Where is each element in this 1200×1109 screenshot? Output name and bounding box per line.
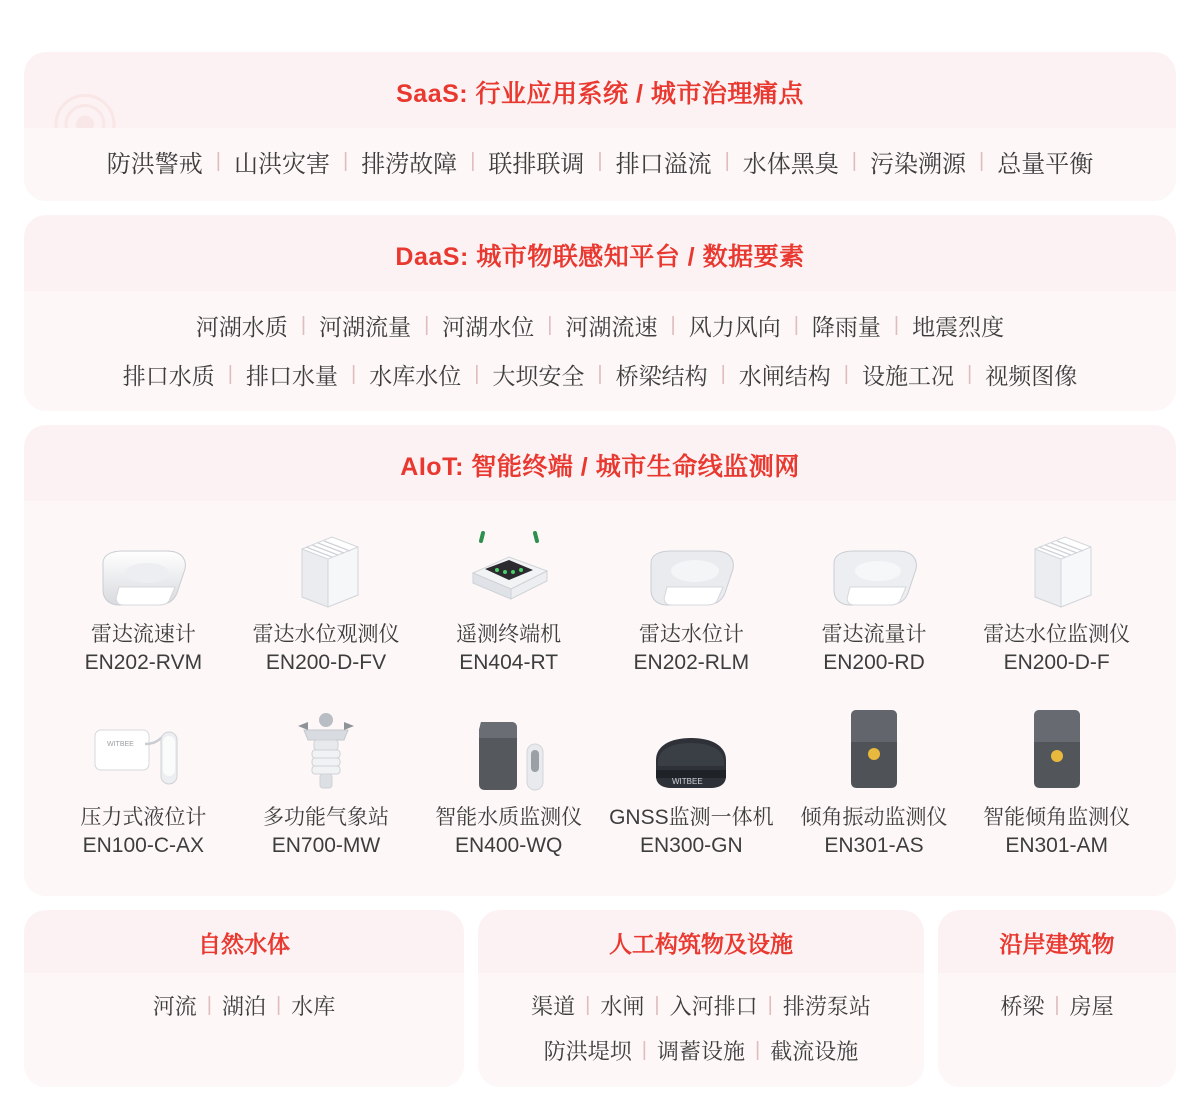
device-model: EN700-MW <box>271 834 381 858</box>
saas-item: 排口溢流 <box>615 151 712 178</box>
daas-item: 河湖流量 <box>319 314 412 340</box>
device-name: 智能水质监测仪 <box>435 805 583 829</box>
daas-panel <box>24 215 1176 411</box>
device-model: EN202-RVM <box>84 651 203 675</box>
separator: | <box>547 314 553 336</box>
separator: | <box>767 994 773 1017</box>
natural-water-card <box>24 910 464 1087</box>
separator: | <box>470 150 476 172</box>
device-card[interactable] <box>235 511 418 688</box>
separator: | <box>300 314 307 336</box>
separator: | <box>215 150 221 172</box>
separator: | <box>641 1039 647 1062</box>
daas-item: 地震烈度 <box>912 314 1005 340</box>
device-model: EN300-GN <box>639 834 743 858</box>
device-card[interactable] <box>965 694 1148 871</box>
artificial-structures-card <box>478 910 924 1087</box>
separator: | <box>350 363 357 385</box>
daas-row-2 <box>24 350 1176 411</box>
separator: | <box>424 314 430 336</box>
device-card[interactable] <box>52 511 235 688</box>
separator: | <box>851 150 857 172</box>
daas-title-prefix: DaaS: <box>395 243 469 271</box>
device-model: EN200-D-FV <box>265 651 387 675</box>
shoreline-buildings-card <box>938 910 1176 1087</box>
device-card[interactable] <box>965 511 1148 688</box>
saas-item: 污染溯源 <box>870 151 966 178</box>
pressure-level-gauge-icon <box>85 700 201 796</box>
device-name: 遥测终端机 <box>456 623 562 646</box>
shoreline-buildings-body <box>938 973 1176 1087</box>
separator: | <box>597 150 603 172</box>
device-name: GNSS监测一体机 <box>609 805 774 829</box>
water-quality-monitor-icon <box>453 700 565 796</box>
tilt-vibration-sensor-icon <box>829 700 919 796</box>
item: 调蓄设施 <box>656 1039 745 1065</box>
gnss-monitor-unit-icon <box>636 700 746 796</box>
device-card[interactable] <box>783 511 966 688</box>
daas-item: 视频图像 <box>985 363 1078 389</box>
natural-water-body <box>24 973 464 1087</box>
device-model: EN404-RT <box>459 651 559 675</box>
separator: | <box>724 150 730 172</box>
daas-item: 河湖水质 <box>195 314 288 340</box>
daas-row-1 <box>24 291 1176 350</box>
device-card[interactable] <box>235 694 418 871</box>
device-model: EN200-D-F <box>1003 651 1110 675</box>
daas-item: 桥梁结构 <box>615 363 708 389</box>
separator: | <box>1054 994 1060 1017</box>
daas-title-main: 城市物联感知平台 / 数据要素 <box>476 243 805 271</box>
item: 桥梁 <box>1000 994 1045 1020</box>
daas-item: 水库水位 <box>369 363 462 389</box>
separator: | <box>720 363 726 385</box>
device-name: 雷达水位计 <box>638 623 744 646</box>
aiot-panel <box>24 425 1176 896</box>
device-name: 压力式液位计 <box>80 805 207 829</box>
device-model: EN100-C-AX <box>82 834 205 858</box>
separator: | <box>597 363 603 385</box>
radar-level-sensor-icon <box>637 517 745 613</box>
daas-item: 降雨量 <box>811 314 881 340</box>
item: 排涝泵站 <box>782 994 871 1020</box>
separator: | <box>227 363 233 385</box>
separator: | <box>206 994 212 1017</box>
aiot-body <box>24 501 1176 896</box>
separator: | <box>670 314 676 336</box>
device-name: 多功能气象站 <box>262 805 389 829</box>
saas-item: 排涝故障 <box>361 151 458 178</box>
saas-title-main: 行业应用系统 / 城市治理痛点 <box>475 80 804 108</box>
svg-text:WITBEE: WITBEE <box>672 776 703 786</box>
radar-flow-sensor-icon <box>820 517 928 613</box>
separator: | <box>893 314 900 336</box>
saas-panel <box>24 52 1176 201</box>
natural-water-items <box>24 983 464 1028</box>
device-model: EN301-AS <box>824 834 924 858</box>
saas-body <box>24 128 1176 201</box>
saas-items <box>24 128 1176 201</box>
device-name: 倾角振动监测仪 <box>800 805 948 829</box>
device-card[interactable] <box>417 694 600 871</box>
device-model: EN400-WQ <box>454 834 563 858</box>
daas-item: 河湖流速 <box>565 314 658 340</box>
item: 房屋 <box>1069 994 1114 1020</box>
device-card[interactable] <box>600 694 783 871</box>
aiot-title <box>24 425 1176 501</box>
item: 水库 <box>291 994 336 1020</box>
separator: | <box>967 363 973 385</box>
device-grid <box>52 511 1148 870</box>
object-cards-row <box>24 910 1176 1087</box>
device-card[interactable] <box>52 694 235 871</box>
saas-title <box>24 52 1176 128</box>
telemetry-terminal-router-icon <box>451 517 567 613</box>
device-name: 雷达流速计 <box>90 623 196 646</box>
device-card[interactable] <box>600 511 783 688</box>
separator: | <box>342 150 349 172</box>
aiot-title-prefix: AIoT: <box>400 453 464 481</box>
artificial-structures-row-2 <box>478 1028 924 1073</box>
device-name: 雷达水位观测仪 <box>252 623 400 646</box>
separator: | <box>474 363 480 385</box>
item: 入河排口 <box>669 994 758 1020</box>
saas-item: 防洪警戒 <box>106 151 203 178</box>
daas-body <box>24 291 1176 411</box>
device-model: EN200-RD <box>823 651 925 675</box>
natural-water-title: 自然水体 <box>198 931 290 958</box>
daas-item: 排口水量 <box>245 363 338 389</box>
daas-item: 河湖水位 <box>442 314 535 340</box>
separator: | <box>585 994 591 1017</box>
device-name: 智能倾角监测仪 <box>983 805 1131 829</box>
shoreline-buildings-items <box>938 983 1176 1028</box>
daas-item: 排口水质 <box>122 363 215 389</box>
device-model: EN202-RLM <box>633 651 750 675</box>
artificial-structures-row-1 <box>478 983 924 1028</box>
device-name: 雷达流量计 <box>821 623 927 646</box>
device-name: 雷达水位监测仪 <box>983 623 1131 646</box>
smart-tilt-sensor-icon <box>1012 700 1102 796</box>
separator: | <box>979 150 985 172</box>
level-monitor-box-icon <box>1003 517 1111 613</box>
saas-item: 联排联调 <box>488 151 585 178</box>
saas-title-prefix: SaaS: <box>396 80 469 108</box>
item: 防洪堤坝 <box>543 1039 632 1065</box>
separator: | <box>843 363 849 385</box>
artificial-structures-title: 人工构筑物及设施 <box>609 931 793 958</box>
item: 水闸 <box>600 994 645 1020</box>
daas-item: 大坝安全 <box>492 363 585 389</box>
separator: | <box>755 1039 761 1062</box>
shoreline-buildings-title: 沿岸建筑物 <box>999 931 1115 958</box>
daas-item: 风力风向 <box>688 314 781 340</box>
weather-station-icon <box>274 700 378 796</box>
item: 渠道 <box>531 994 576 1020</box>
item: 湖泊 <box>221 994 266 1020</box>
item: 截流设施 <box>770 1039 859 1065</box>
device-card[interactable] <box>417 511 600 688</box>
radar-velocity-sensor-icon <box>89 517 197 613</box>
daas-title <box>24 215 1176 291</box>
svg-text:WITBEE: WITBEE <box>107 740 135 748</box>
separator: | <box>793 314 799 336</box>
device-card[interactable] <box>783 694 966 871</box>
device-model: EN301-AM <box>1005 834 1109 858</box>
saas-item: 山洪灾害 <box>233 151 330 178</box>
saas-item: 水体黑臭 <box>742 151 839 178</box>
level-observer-box-icon <box>272 517 380 613</box>
separator: | <box>276 994 282 1017</box>
daas-item: 设施工况 <box>862 363 954 389</box>
separator: | <box>654 994 660 1017</box>
artificial-structures-body <box>478 973 924 1087</box>
item: 河流 <box>152 994 197 1020</box>
daas-item: 水闸结构 <box>738 363 831 389</box>
aiot-title-main: 智能终端 / 城市生命线监测网 <box>471 453 800 481</box>
saas-item: 总量平衡 <box>997 151 1094 178</box>
